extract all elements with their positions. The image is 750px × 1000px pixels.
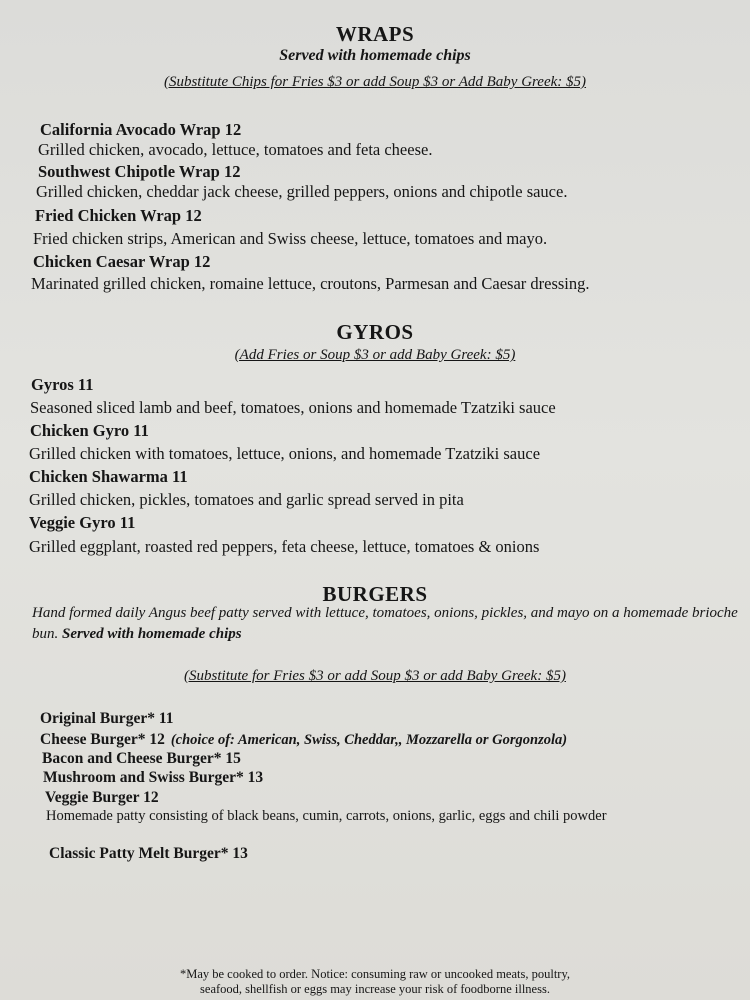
gyro-item-name: Gyros 11 bbox=[31, 375, 94, 394]
gyro-item-desc: Grilled chicken with tomatoes, lettuce, onions, and homemade Tzatziki sauce bbox=[29, 444, 541, 463]
burgers-intro bbox=[32, 603, 747, 645]
burger-item-choice: (choice of: American, Swiss, Cheddar,, Mozzarella or Gorgonzola) bbox=[170, 732, 568, 748]
burgers-intro-text: Hand formed daily Angus beef patty served with lettuce, tomatoes, onions, pickles, and mayo on a homemade brioche bun. bbox=[32, 605, 738, 642]
wrap-item-desc: Marinated grilled chicken, romaine lettuce, croutons, Parmesan and Caesar dressing. bbox=[31, 274, 590, 293]
burger-item-name: Classic Patty Melt Burger* 13 bbox=[49, 845, 248, 862]
wrap-item-desc: Grilled chicken, cheddar jack cheese, grilled peppers, onions and chipotle sauce. bbox=[36, 182, 568, 201]
wrap-item-name: California Avocado Wrap 12 bbox=[40, 120, 242, 139]
wraps-note: (Substitute Chips for Fries $3 or add Soup $3 or Add Baby Greek: $5) bbox=[163, 74, 587, 90]
burger-item-name: Original Burger* 11 bbox=[40, 710, 174, 727]
gyro-item-desc: Seasoned sliced lamb and beef, tomatoes, onions and homemade Tzatziki sauce bbox=[30, 398, 556, 417]
burger-item-name: Veggie Burger 12 bbox=[45, 789, 159, 806]
wrap-item-name: Fried Chicken Wrap 12 bbox=[35, 206, 202, 225]
wrap-item-name: Chicken Caesar Wrap 12 bbox=[33, 252, 211, 271]
gyro-item-desc: Grilled eggplant, roasted red peppers, feta cheese, lettuce, tomatoes & onions bbox=[29, 537, 540, 556]
footer-line: *May be cooked to order. Notice: consuming raw or uncooked meats, poultry, bbox=[179, 967, 571, 981]
gyro-item-name: Chicken Gyro 11 bbox=[30, 421, 149, 440]
wrap-item-name: Southwest Chipotle Wrap 12 bbox=[38, 162, 241, 181]
burger-item-name: Cheese Burger* 12 bbox=[40, 731, 165, 748]
wrap-item-desc: Grilled chicken, avocado, lettuce, tomatoes and feta cheese. bbox=[38, 140, 433, 159]
footer-notice bbox=[0, 967, 750, 997]
burgers-intro-bold: Served with homemade chips bbox=[62, 626, 242, 642]
gyro-item-desc: Grilled chicken, pickles, tomatoes and garlic spread served in pita bbox=[29, 490, 464, 509]
burgers-note: (Substitute for Fries $3 or add Soup $3 or add Baby Greek: $5) bbox=[184, 668, 566, 684]
footer-line: seafood, shellfish or eggs may increase your risk of foodborne illness. bbox=[200, 982, 550, 996]
burger-item-desc: Homemade patty consisting of black beans, cumin, carrots, onions, garlic, eggs and chili powder bbox=[46, 808, 607, 824]
gyros-heading: GYROS bbox=[336, 320, 414, 344]
burger-item-name: Bacon and Cheese Burger* 15 bbox=[42, 750, 241, 767]
wraps-heading: WRAPS bbox=[335, 22, 415, 46]
burgers-heading: BURGERS bbox=[322, 582, 428, 606]
gyros-note: (Add Fries or Soup $3 or add Baby Greek: $5) bbox=[234, 347, 516, 363]
burger-item-name: Mushroom and Swiss Burger* 13 bbox=[43, 769, 264, 786]
gyro-item-name: Chicken Shawarma 11 bbox=[29, 467, 188, 486]
wrap-item-desc: Fried chicken strips, American and Swiss cheese, lettuce, tomatoes and mayo. bbox=[33, 229, 548, 248]
wraps-subheading: Served with homemade chips bbox=[279, 47, 471, 64]
burger-item-row bbox=[40, 731, 567, 749]
gyro-item-name: Veggie Gyro 11 bbox=[29, 513, 136, 532]
